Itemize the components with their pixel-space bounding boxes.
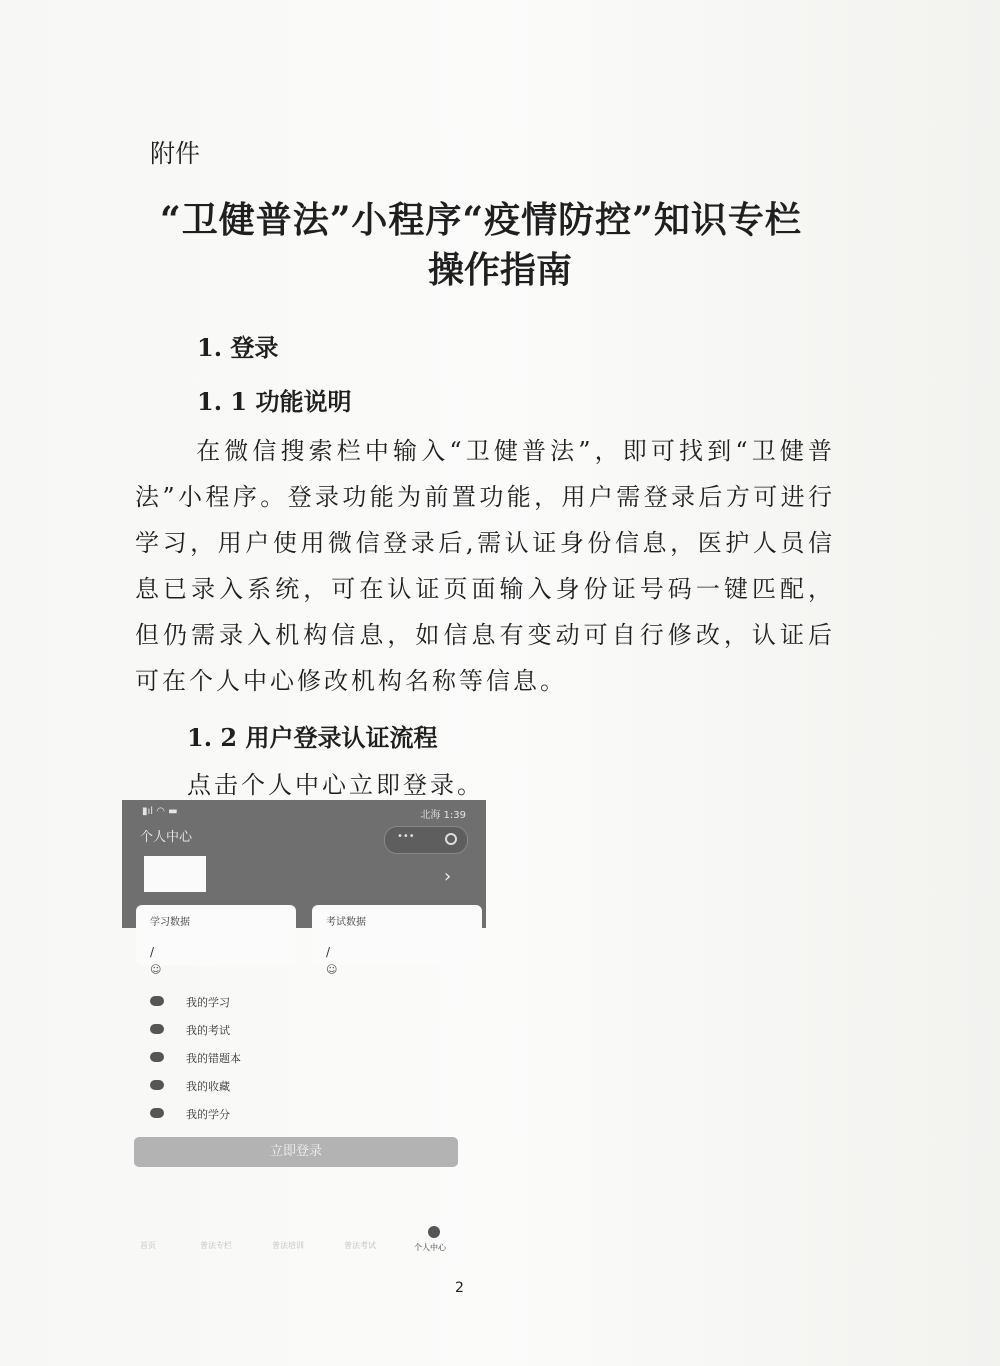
exam-data-card[interactable]: [312, 905, 482, 976]
more-icon[interactable]: •••: [397, 831, 415, 842]
avatar[interactable]: [144, 856, 206, 892]
chevron-right-icon[interactable]: ›: [444, 866, 452, 887]
close-circle-icon[interactable]: [445, 833, 457, 845]
study-data-card[interactable]: [136, 905, 296, 976]
menu-label: 我的错题本: [186, 1052, 241, 1065]
wrongbook-icon: [150, 1052, 164, 1062]
tab-bar: [122, 1232, 490, 1256]
study-data-label: 学习数据: [150, 917, 190, 928]
section-heading-login: 1. 登录: [197, 333, 279, 362]
signal-icon: ▮ıl ◠ ▬: [142, 806, 178, 817]
tab-exam[interactable]: 普法考试: [344, 1241, 376, 1250]
status-time: 北海 1:39: [420, 810, 466, 821]
title-line-2: 操作指南: [427, 249, 572, 291]
page-number: 2: [455, 1280, 464, 1296]
body-paragraph: [135, 428, 835, 704]
study-data-value: /: [150, 945, 155, 959]
tab-home[interactable]: 首页: [140, 1241, 156, 1250]
study-icon: [150, 996, 164, 1006]
person-icon: [428, 1226, 440, 1238]
menu-label: 我的学习: [186, 996, 230, 1009]
exam-data-label: 考试数据: [326, 917, 366, 928]
menu-label: 我的考试: [186, 1024, 230, 1037]
menu-label: 我的学分: [186, 1108, 230, 1121]
attachment-label: 附件: [150, 139, 201, 168]
heart-icon: [150, 1080, 164, 1090]
paragraph-text: 在微信搜索栏中输入“卫健普法”，即可找到“卫健普法”小程序。登录功能为前置功能，用户需登录后方可进行学习，用户使用微信登录后,需认证身份信息，医护人员信息已录入系统，可在认证页面输入身份证号码一键匹配，但仍需录入机构信息，如信息有变动可自行修改，认证后可在个人中心修改机构名称等信息。: [135, 437, 835, 695]
step-instruction: 点击个人中心立即登录。: [187, 771, 484, 799]
tab-column[interactable]: 普法专栏: [200, 1241, 232, 1250]
face-icon: ☺: [150, 963, 162, 976]
face-icon: ☺: [326, 963, 338, 976]
exam-icon: [150, 1024, 164, 1034]
title-line-1: “卫健普法”小程序“疫情防控”知识专栏: [160, 199, 802, 241]
section-heading-flow: 1. 2 用户登录认证流程: [187, 723, 438, 752]
status-bar: [142, 806, 466, 820]
section-heading-function: 1. 1 功能说明: [197, 387, 352, 416]
login-button[interactable]: 立即登录: [134, 1137, 458, 1167]
menu-label: 我的收藏: [186, 1080, 230, 1093]
exam-data-value: /: [326, 945, 331, 959]
miniprogram-capsule[interactable]: [384, 826, 468, 854]
phone-screenshot: [122, 800, 490, 1260]
tab-training[interactable]: 普法培训: [272, 1241, 304, 1250]
credit-icon: [150, 1108, 164, 1118]
header-title: 个人中心: [140, 830, 193, 845]
tab-personal-center[interactable]: 个人中心: [414, 1243, 446, 1252]
